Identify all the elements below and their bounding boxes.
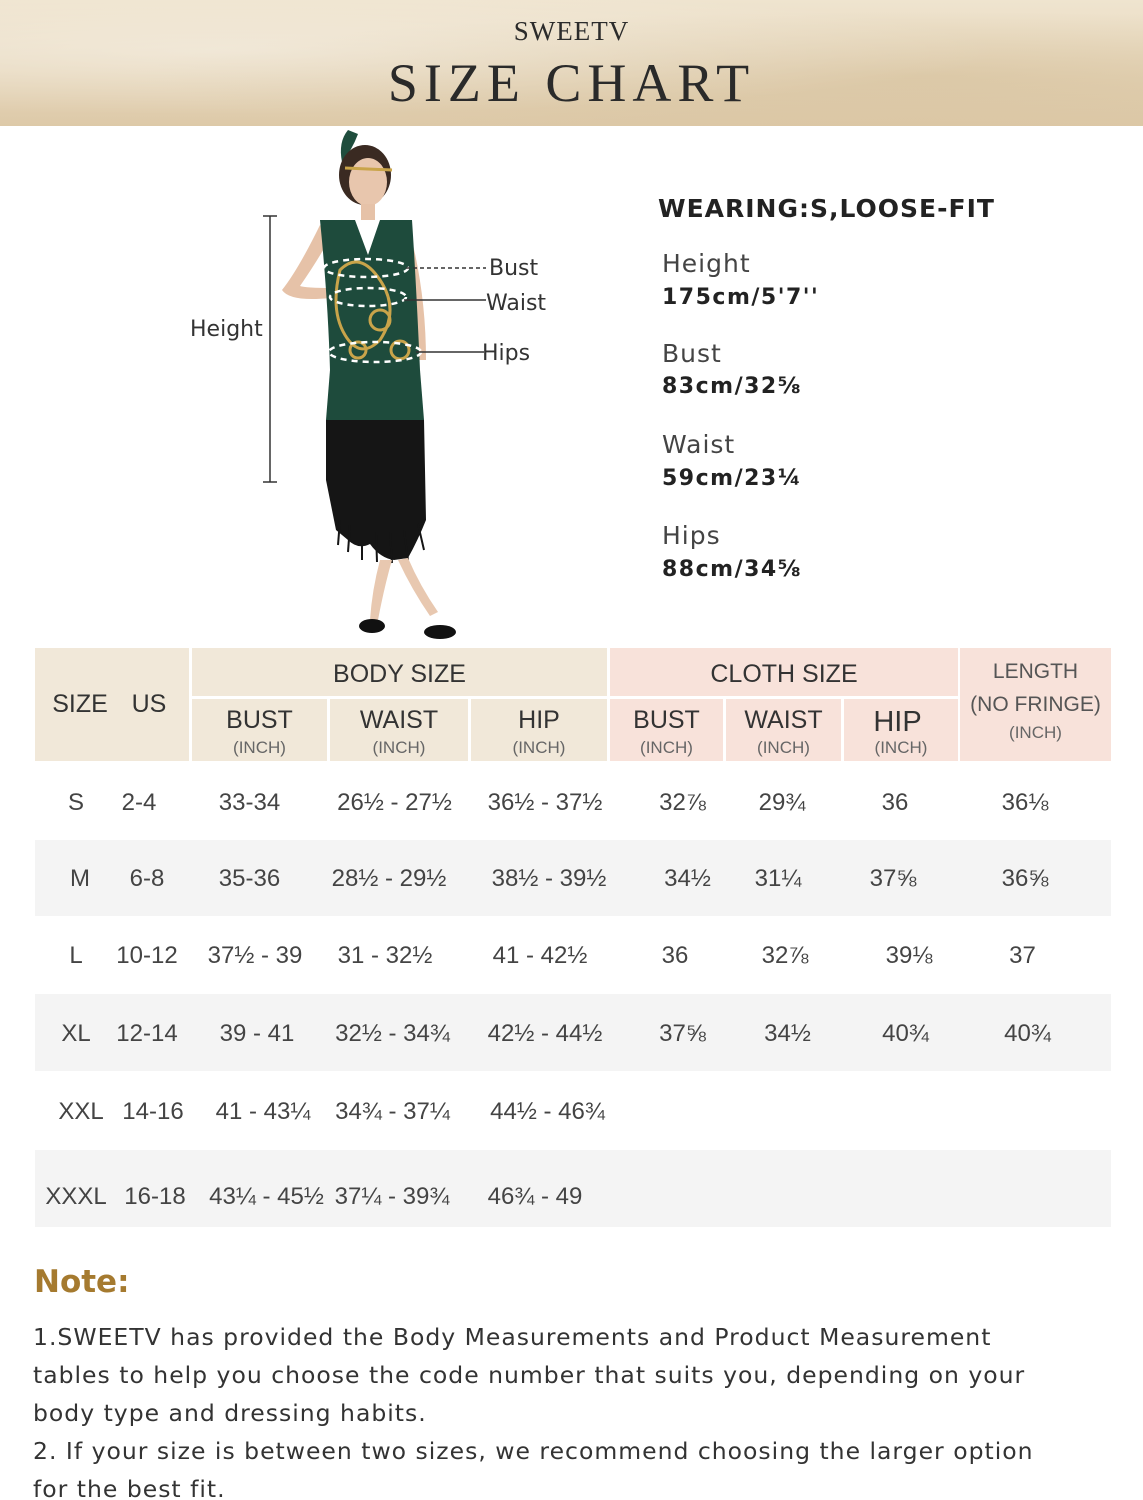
- note-line: 1.SWEETV has provided the Body Measurements and Product Measurement: [33, 1323, 992, 1351]
- body-hip-unit: (INCH): [512, 738, 566, 757]
- cloth-waist-cell: 32⅞: [761, 942, 809, 969]
- spec-height-value: 175cm/5'7'': [662, 285, 820, 310]
- page-title: SIZE CHART: [387, 53, 756, 113]
- table-row: [35, 840, 1111, 916]
- wearing-size: WEARING:S,LOOSE-FIT: [658, 194, 995, 223]
- body-waist-unit: (INCH): [372, 738, 426, 757]
- spec-bust-value: 83cm/32⅝: [662, 374, 803, 399]
- cloth-bust-unit: (INCH): [640, 738, 693, 757]
- spec-waist-label: Waist: [662, 430, 736, 459]
- note-line: tables to help you choose the code number that suits you, depending on your: [33, 1361, 1026, 1389]
- spec-bust-label: Bust: [662, 339, 722, 368]
- cloth-hip-cell: 36: [881, 789, 909, 816]
- hip-cell: 38½ - 39½: [491, 865, 607, 892]
- size-cell: XXL: [58, 1098, 104, 1125]
- cloth-waist-cell: 31¼: [754, 865, 802, 892]
- hip-cell: 36½ - 37½: [487, 789, 603, 816]
- waist-cell: 26½ - 27½: [337, 789, 452, 816]
- note-line: 2. If your size is between two sizes, we recommend choosing the larger option: [33, 1437, 1034, 1465]
- cloth-waist-unit: (INCH): [757, 738, 810, 757]
- cloth-waist-cell: 34½: [764, 1020, 811, 1047]
- length-unit: (INCH): [1009, 723, 1062, 742]
- cloth-bust-header: BUST: [633, 706, 700, 734]
- bust-cell: 43¼ - 45½: [209, 1183, 324, 1210]
- hip-cell: 46¾ - 49: [487, 1183, 583, 1210]
- waist-cell: 34¾ - 37¼: [335, 1098, 450, 1125]
- length-header-sub: (NO FRINGE): [970, 693, 1101, 716]
- cloth-bust-cell: 32⅞: [659, 789, 706, 816]
- header-banner: [0, 0, 1143, 126]
- body-bust-unit: (INCH): [233, 738, 286, 757]
- cloth-size-header: CLOTH SIZE: [710, 660, 858, 688]
- cloth-hip-header: HIP: [873, 706, 922, 738]
- body-size-header: BODY SIZE: [333, 660, 466, 688]
- table-row: [35, 994, 1111, 1071]
- bust-cell: 39 - 41: [219, 1020, 295, 1047]
- cloth-hip-cell: 39⅛: [885, 942, 933, 969]
- hip-cell: 42½ - 44½: [487, 1020, 603, 1047]
- us-header: US: [131, 690, 167, 718]
- spec-height-label: Height: [662, 249, 751, 278]
- waist-cell: 32½ - 34¾: [335, 1020, 450, 1047]
- model-illustration: [180, 120, 640, 650]
- note-title: Note:: [34, 1264, 130, 1300]
- bust-cell: 41 - 43¼: [215, 1098, 311, 1125]
- size-cell: L: [69, 942, 83, 969]
- waist-cell: 28½ - 29½: [331, 865, 447, 892]
- us-cell: 6-8: [129, 865, 165, 892]
- hip-cell: 44½ - 46¾: [490, 1098, 605, 1125]
- size-cell: XL: [61, 1020, 91, 1047]
- waist-cell: 31 - 32½: [337, 942, 433, 969]
- height-label: Height: [190, 317, 263, 342]
- body-bust-header: BUST: [226, 706, 293, 734]
- note-line: body type and dressing habits.: [33, 1399, 427, 1427]
- length-header: LENGTH: [992, 660, 1079, 683]
- length-cell: 36⅛: [1001, 789, 1049, 816]
- cloth-hip-cell: 37⅝: [869, 865, 917, 892]
- waist-label: Waist: [486, 291, 547, 316]
- cloth-waist-header: WAIST: [744, 706, 823, 734]
- us-cell: 16-18: [124, 1183, 186, 1210]
- cloth-waist-cell: 29¾: [758, 789, 806, 816]
- spec-waist-value: 59cm/23¼: [662, 466, 803, 491]
- table-row: [35, 1150, 1111, 1227]
- length-cell: 36⅝: [1001, 865, 1049, 892]
- us-cell: 14-16: [122, 1098, 184, 1125]
- bust-cell: 37½ - 39: [207, 942, 303, 969]
- note-line: for the best fit.: [33, 1475, 226, 1500]
- cloth-bust-cell: 37⅝: [659, 1020, 706, 1047]
- bust-label: Bust: [489, 256, 539, 281]
- cloth-bust-cell: 34½: [664, 865, 711, 892]
- spec-hips-label: Hips: [662, 521, 721, 550]
- size-cell: S: [67, 789, 84, 816]
- cloth-bust-cell: 36: [661, 942, 689, 969]
- model-figure: [180, 120, 640, 650]
- table-row: [35, 764, 1111, 839]
- cloth-hip-unit: (INCH): [874, 738, 928, 757]
- size-cell: XXXL: [45, 1183, 107, 1210]
- body-hip-header: HIP: [518, 706, 560, 734]
- bust-cell: 35-36: [218, 865, 281, 892]
- us-cell: 10-12: [116, 942, 178, 969]
- bust-cell: 33-34: [218, 789, 281, 816]
- length-cell: 37: [1009, 942, 1036, 969]
- us-cell: 12-14: [116, 1020, 178, 1047]
- hips-label: Hips: [482, 341, 531, 366]
- size-cell: M: [70, 865, 90, 892]
- table-row: [35, 1072, 1111, 1149]
- cloth-hip-cell: 40¾: [882, 1020, 929, 1047]
- waist-cell: 37¼ - 39¾: [334, 1183, 450, 1210]
- body-waist-header: WAIST: [359, 706, 439, 734]
- size-header: SIZE: [52, 690, 108, 718]
- hip-cell: 41 - 42½: [492, 942, 588, 969]
- length-cell: 40¾: [1004, 1020, 1051, 1047]
- brand-name: SWEETV: [513, 16, 630, 46]
- us-cell: 2-4: [121, 789, 157, 816]
- table-row: [35, 917, 1111, 993]
- spec-hips-value: 88cm/34⅝: [662, 557, 803, 582]
